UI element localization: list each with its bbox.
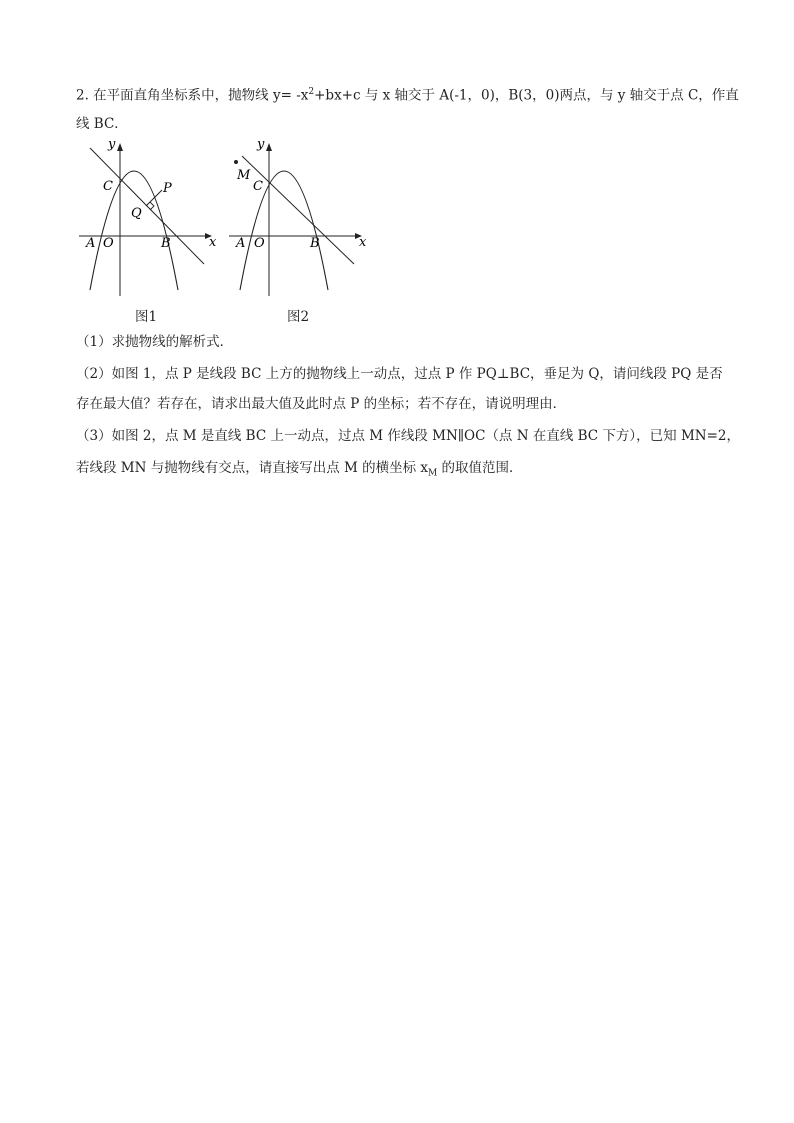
problem-line-2: 线 BC． [76, 116, 128, 132]
question-3-line-2 [76, 458, 718, 484]
question-1: （1）求抛物线的解析式． [76, 334, 234, 350]
label-c: C [103, 179, 113, 194]
label-q: Q [131, 206, 142, 221]
label-b: B [161, 236, 171, 251]
right-angle-mark [150, 202, 154, 210]
question-3-line-2-a: 若线段 MN 与抛物线有交点，请直接写出点 M 的横坐标 x [76, 460, 429, 476]
question-3-line-2-b: 的取值范围． [437, 460, 523, 476]
y-axis-arrow-icon [266, 143, 272, 151]
label-y: y [108, 137, 116, 152]
point-m [234, 160, 238, 164]
label-x: x [359, 235, 367, 250]
segment-pq [146, 190, 162, 206]
figure-1-caption: 图1 [135, 309, 158, 325]
label-c: C [253, 179, 263, 194]
label-m: M [237, 168, 251, 183]
label-y: y [257, 137, 265, 152]
subscript: M [428, 468, 438, 479]
problem-line-1-a: 2. 在平面直角坐标系中，抛物线 y= -x [76, 87, 309, 104]
question-2-line-2: 存在最大值？若存在，请求出最大值及此时点 P 的坐标；若不存在，请说明理由． [76, 396, 567, 412]
question-2-line-1: （2）如图 1，点 P 是线段 BC 上方的抛物线上一动点，过点 P 作 PQ⊥BC，垂足为 Q，请问线段 PQ 是否 [76, 366, 723, 382]
question-3-line-1: （3）如图 2，点 M 是直线 BC 上一动点，过点 M 作线段 MN∥OC（点 N 在直线 BC 下方），已知 MN=2， [76, 428, 740, 444]
label-a: A [86, 236, 96, 251]
label-p: P [163, 181, 172, 196]
label-o: O [103, 236, 114, 251]
figure-1 [76, 134, 226, 304]
label-b: B [310, 236, 320, 251]
figure-2 [226, 134, 376, 304]
label-x: x [209, 235, 217, 250]
y-axis-arrow-icon [117, 143, 123, 151]
figure-2-caption: 图2 [287, 309, 310, 325]
figure-2-graph [226, 134, 376, 304]
problem-line-1-b: +bx+c 与 x 轴交于 A(-1，0)，B(3，0)两点，与 y 轴交于点 C，作直 [314, 87, 739, 104]
figure-1-graph [76, 134, 226, 304]
problem-line-1 [76, 82, 739, 106]
label-a: A [236, 236, 246, 251]
label-o: O [254, 236, 265, 251]
exponent: 2 [308, 87, 315, 97]
